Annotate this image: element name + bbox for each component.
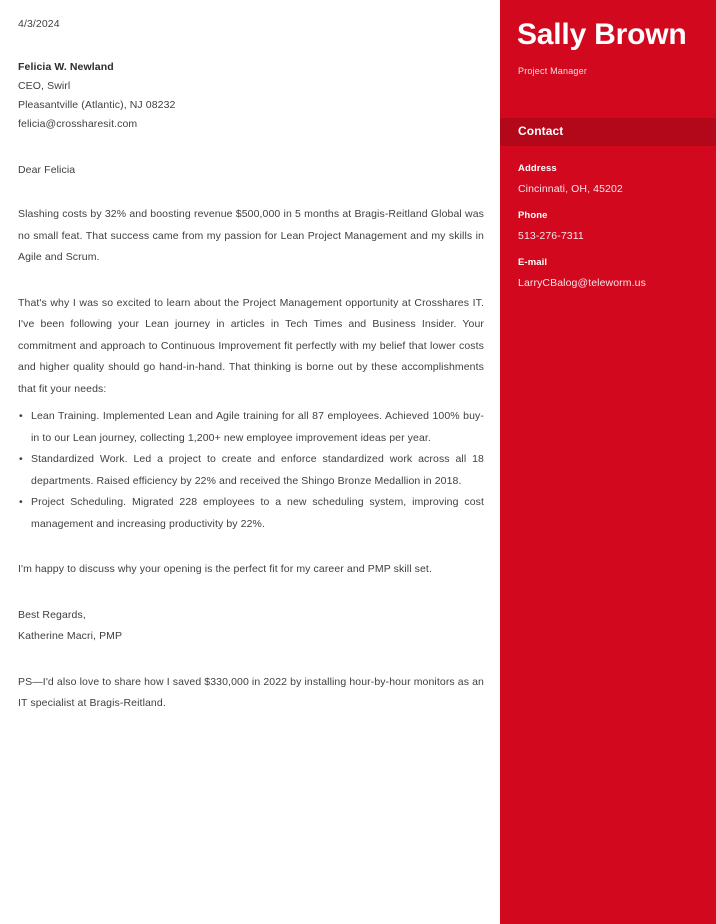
- body-paragraph-3: I'm happy to discuss why your opening is the perfect fit for my career and PMP skill set.: [18, 563, 432, 575]
- bullet-marker-icon: •: [19, 496, 23, 508]
- signoff-block: [18, 605, 484, 648]
- contact-section-heading: Contact: [518, 124, 564, 138]
- list-item-text: Standardized Work. Led a project to create and enforce standardized work across all 18 departments. Raised efficiency by 22% and received the Shingo Bronze Medallion in 2018.: [31, 453, 484, 487]
- recipient-name: Felicia W. Newland: [18, 61, 114, 73]
- list-item-text: Project Scheduling. Migrated 228 employees to a new scheduling system, improving cost management and increasing productivity by 22%.: [31, 496, 484, 530]
- body-paragraph-2: That's why I was so excited to learn about the Project Management opportunity at Crosshares IT. I've been following your Lean journey in articles in Tech Times and Business Insider. Your commitment and approach to Continuous Improvement fit perfectly with my belief that lower costs and higher quality should go hand-in-hand. That thinking is borne out by these accomplishments that fit your needs:: [18, 296, 484, 395]
- contact-label: E-mail: [518, 257, 548, 268]
- letter-date: 4/3/2024: [18, 18, 60, 30]
- bullet-marker-icon: •: [19, 453, 23, 465]
- contact-label: Address: [518, 163, 557, 174]
- achievements-list: [18, 406, 484, 535]
- contact-label: Phone: [518, 210, 548, 221]
- recipient-address: Pleasantville (Atlantic), NJ 08232: [18, 99, 176, 111]
- list-item: [18, 449, 484, 492]
- contact-value: LarryCBalog@teleworm.us: [518, 277, 646, 289]
- list-item: [18, 406, 484, 449]
- sidebar: [500, 0, 716, 924]
- recipient-title: CEO, Swirl: [18, 80, 71, 92]
- recipient-block: [18, 58, 484, 134]
- contact-details-list: [518, 159, 708, 300]
- bullet-marker-icon: •: [19, 410, 23, 422]
- contact-section-band: [500, 118, 716, 146]
- recipient-email: felicia@crossharesit.com: [18, 118, 138, 130]
- contact-item-address: [518, 159, 708, 199]
- signature-name: Katherine Macri, PMP: [18, 630, 123, 642]
- contact-value: 513-276-7311: [518, 230, 584, 242]
- salutation: Dear Felicia: [18, 164, 76, 176]
- contact-item-phone: [518, 206, 708, 246]
- sender-role: Project Manager: [518, 66, 588, 76]
- sender-name: Sally Brown: [517, 18, 687, 51]
- postscript-paragraph: PS—I'd also love to share how I saved $330,000 in 2022 by installing hour-by-hour monitors as an IT specialist at Bragis-Reitland.: [18, 675, 484, 709]
- contact-value: Cincinnati, OH, 45202: [518, 183, 623, 195]
- closing-line: Best Regards,: [18, 608, 86, 621]
- body-paragraph-1: Slashing costs by 32% and boosting revenue $500,000 in 5 months at Bragis-Reitland Global was no small feat. That success came from my passion for Lean Project Management and my skills in Agile and Scrum.: [18, 208, 484, 263]
- contact-item-email: [518, 253, 708, 293]
- list-item: [18, 492, 484, 535]
- list-item-text: Lean Training. Implemented Lean and Agile training for all 87 employees. Achieved 100% buy-in to our Lean journey, collecting 1,200+ new employee improvement ideas per year.: [31, 410, 484, 444]
